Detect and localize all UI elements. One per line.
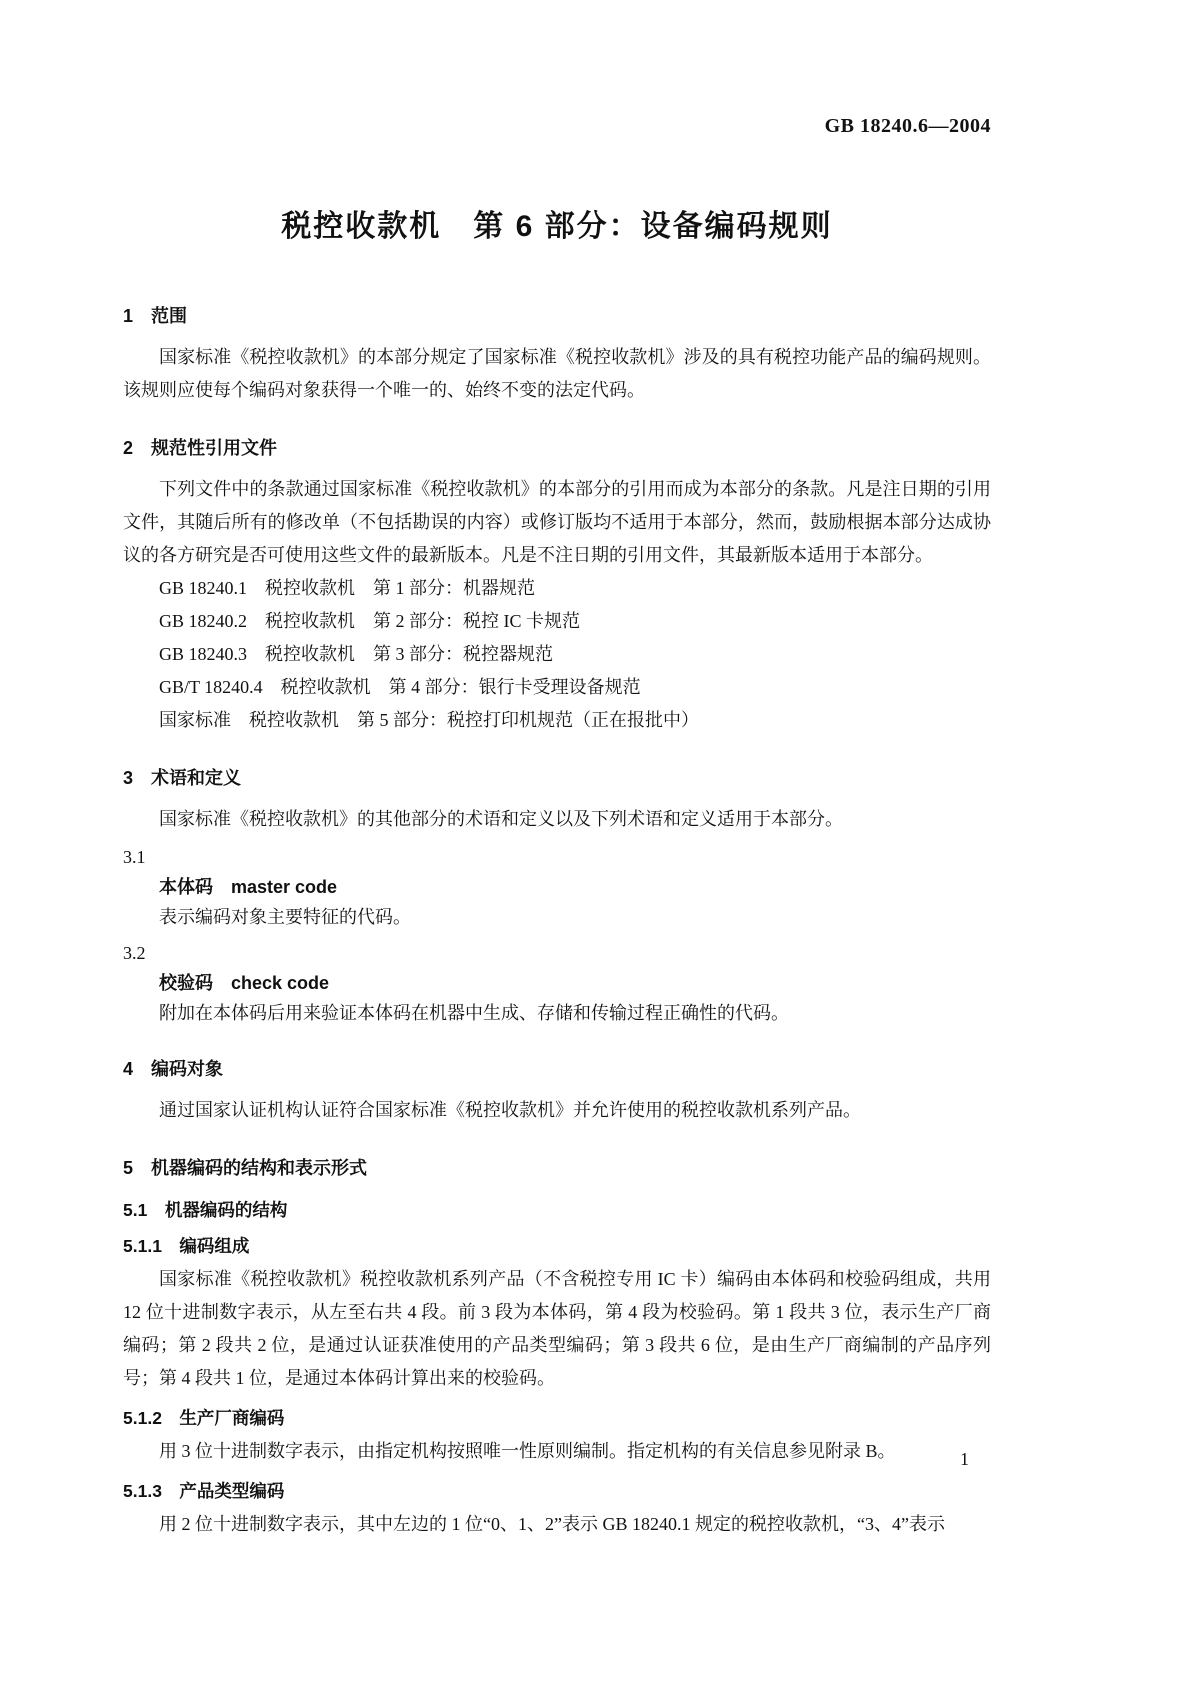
paragraph: 国家标准《税控收款机》税控收款机系列产品（不含税控专用 IC 卡）编码由本体码和校验码组成，共用 12 位十进制数字表示，从左至右共 4 段。前 3 段为本体码，第 4 段为校验码。第 1 段共 3 位，表示生产厂商编码；第 2 段共 2 位，是通过认证获准使用的产品类型编码；第 3 段共 6 位，是由生产厂商编制的产品序列号；第 4 段共 1 位，是通过本体码计算出来的校验码。 [123,1269,991,1388]
term-number: 3.2 [123,943,146,963]
paragraph: 通过国家认证机构认证符合国家标准《税控收款机》并允许使用的税控收款机系列产品。 [159,1100,861,1120]
paragraph: 用 2 位十进制数字表示，其中左边的 1 位“0、1、2”表示 GB 18240.1 规定的税控收款机，“3、4”表示 [159,1514,945,1534]
section-heading: 3 术语和定义 [123,768,242,788]
section-heading: 4 编码对象 [123,1059,224,1079]
reference-item: 国家标准 税控收款机 第 5 部分：税控打印机规范（正在报批中） [159,710,699,730]
reference-item: GB 18240.2 税控收款机 第 2 部分：税控 IC 卡规范 [159,611,581,631]
paragraph: 下列文件中的条款通过国家标准《税控收款机》的本部分的引用而成为本部分的条款。凡是注日期的引用文件，其随后所有的修改单（不包括勘误的内容）或修订版均不适用于本部分，然而，鼓励根据本部分达成协议的各方研究是否可使用这些文件的最新版本。凡是不注日期的引用文件，其最新版本适用于本部分。 [123,479,991,565]
doc-number: GB 18240.6—2004 [824,115,991,137]
section-heading: 5 机器编码的结构和表示形式 [123,1158,368,1178]
reference-item: GB/T 18240.4 税控收款机 第 4 部分：银行卡受理设备规范 [159,677,641,697]
section-heading: 2 规范性引用文件 [123,438,278,458]
term-number: 3.1 [123,847,146,867]
paragraph: 国家标准《税控收款机》的本部分规定了国家标准《税控收款机》涉及的具有税控功能产品的编码规则。该规则应使每个编码对象获得一个唯一的、始终不变的法定代码。 [123,347,991,400]
sub-section-heading: 5.1 机器编码的结构 [123,1200,288,1220]
term-title: 校验码 check code [159,973,330,993]
page-number: 1 [960,1449,969,1469]
sub-sub-section-heading: 5.1.3 产品类型编码 [123,1481,285,1501]
doc-title: 税控收款机 第 6 部分：设备编码规则 [281,210,833,243]
paragraph: 国家标准《税控收款机》的其他部分的术语和定义以及下列术语和定义适用于本部分。 [159,809,843,829]
document-body [123,303,991,1541]
term-title: 本体码 master code [159,877,338,897]
term-definition: 附加在本体码后用来验证本体码在机器中生成、存储和传输过程正确性的代码。 [159,1003,789,1023]
sub-sub-section-heading: 5.1.1 编码组成 [123,1236,250,1256]
term-definition: 表示编码对象主要特征的代码。 [159,907,411,927]
sub-sub-section-heading: 5.1.2 生产厂商编码 [123,1408,285,1428]
paragraph: 用 3 位十进制数字表示，由指定机构按照唯一性原则编制。指定机构的有关信息参见附录 B。 [159,1441,896,1461]
section-heading: 1 范围 [123,306,188,326]
reference-item: GB 18240.3 税控收款机 第 3 部分：税控器规范 [159,644,554,664]
reference-item: GB 18240.1 税控收款机 第 1 部分：机器规范 [159,578,536,598]
